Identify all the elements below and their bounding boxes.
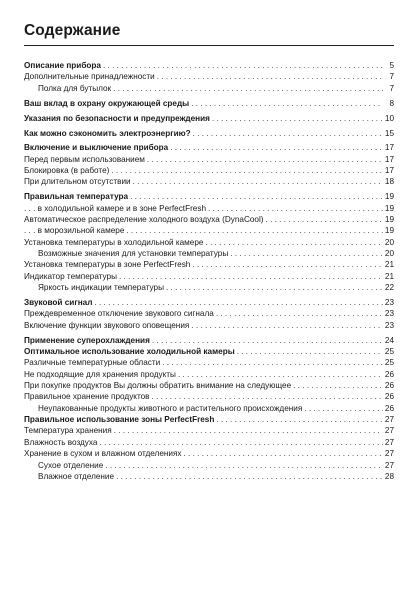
toc-entry-label: Яркость индикации температуры [38, 283, 164, 293]
toc-entry-label: Применение суперохлаждения [24, 335, 150, 345]
page-title: Содержание [24, 22, 394, 46]
toc-entry-label: Индикатор температуры [24, 271, 117, 281]
toc-entry[interactable] [24, 203, 394, 214]
toc-entry-page-number: 26 [384, 369, 394, 379]
toc-entry[interactable] [24, 176, 394, 187]
dot-leader [216, 308, 383, 319]
toc-entry-page-number: 19 [384, 215, 394, 225]
toc-entry-page-number: 28 [384, 471, 394, 481]
toc-entry-label: . . . в холодильной камере и в зоне PerfectFresh [24, 203, 206, 213]
toc-entry[interactable] [24, 282, 394, 293]
toc-entry[interactable] [24, 259, 394, 270]
dot-leader [111, 165, 383, 176]
toc-entry[interactable] [24, 225, 394, 236]
toc-entry-page-number: 17 [384, 143, 394, 153]
toc-entry-label: Дополнительные принадлежности [24, 72, 155, 82]
toc-entry-page-number: 21 [384, 260, 394, 270]
toc-entry-label: Указания по безопасности и предупреждения [24, 113, 210, 123]
dot-leader [157, 71, 383, 82]
toc-entry-page-number: 23 [384, 309, 394, 319]
toc-entry-label: Перед первым использованием [24, 154, 145, 164]
toc-entry-page-number: 7 [389, 83, 394, 93]
toc-entry-page-number: 27 [384, 415, 394, 425]
toc-entry-label: Хранение в сухом и влажном отделениях [24, 449, 182, 459]
dot-leader [192, 259, 383, 270]
toc-entry[interactable] [24, 414, 394, 425]
dot-leader [293, 380, 383, 391]
dot-leader [126, 225, 383, 236]
toc-entry[interactable] [24, 346, 394, 357]
dot-leader [130, 191, 383, 202]
toc-entry-label: Как можно сэкономить электроэнергию? [24, 128, 191, 138]
toc-entry[interactable] [24, 237, 394, 248]
toc-entry-label: Правильное использование зоны PerfectFresh [24, 415, 215, 425]
dot-leader [191, 320, 383, 331]
toc-entry[interactable] [24, 320, 394, 331]
toc-entry-page-number: 25 [384, 347, 394, 357]
toc-entry[interactable] [24, 425, 394, 436]
toc-entry-label: Установка температуры в зоне PerfectFresh [24, 260, 191, 270]
toc-entry-page-number: 8 [389, 98, 394, 108]
toc-entry[interactable] [24, 142, 394, 153]
table-of-contents [24, 60, 394, 482]
dot-leader [193, 128, 383, 139]
toc-entry-page-number: 24 [384, 335, 394, 345]
toc-entry[interactable] [24, 391, 394, 402]
toc-entry[interactable] [24, 357, 394, 368]
toc-entry[interactable] [24, 335, 394, 346]
dot-leader [178, 369, 383, 380]
dot-leader [237, 346, 383, 357]
dot-leader [304, 403, 383, 414]
toc-entry-page-number: 20 [384, 249, 394, 259]
dot-leader [162, 357, 383, 368]
toc-entry-label: Возможные значения для установки температуры [38, 249, 229, 259]
toc-entry-page-number: 25 [384, 358, 394, 368]
toc-entry-label: Включение функции звукового оповещения [24, 320, 190, 330]
toc-entry-label: Правильная температура [24, 192, 129, 202]
toc-entry[interactable] [24, 437, 394, 448]
dot-leader [103, 60, 383, 71]
toc-entry[interactable] [24, 448, 394, 459]
dot-leader [119, 271, 383, 282]
toc-entry[interactable] [24, 98, 394, 109]
toc-entry[interactable] [24, 191, 394, 202]
toc-entry-page-number: 26 [384, 403, 394, 413]
toc-entry-label: Различные температурные области [24, 358, 161, 368]
toc-entry-label: Температура хранения [24, 426, 112, 436]
toc-entry-page-number: 5 [389, 61, 394, 70]
toc-entry-page-number: 26 [384, 392, 394, 402]
toc-entry-page-number: 19 [384, 203, 394, 213]
toc-entry-page-number: 19 [384, 192, 394, 202]
toc-entry-page-number: 20 [384, 237, 394, 247]
dot-leader [94, 297, 382, 308]
toc-entry-label: Автоматическое распределение холодного воздуха (DynaCool) [24, 215, 264, 225]
toc-entry-page-number: 27 [384, 426, 394, 436]
toc-entry-page-number: 27 [384, 449, 394, 459]
dot-leader [266, 214, 383, 225]
toc-entry-label: Влажность воздуха [24, 437, 98, 447]
dot-leader [170, 142, 383, 153]
toc-entry-page-number: 22 [384, 283, 394, 293]
toc-entry[interactable] [24, 214, 394, 225]
toc-entry-page-number: 26 [384, 381, 394, 391]
toc-entry-label: Блокировка (в работе) [24, 166, 110, 176]
toc-entry[interactable] [24, 369, 394, 380]
toc-entry-label: Включение и выключение прибора [24, 143, 169, 153]
toc-entry-page-number: 18 [384, 177, 394, 187]
toc-entry-label: Звуковой сигнал [24, 298, 93, 308]
dot-leader [184, 448, 383, 459]
toc-entry[interactable] [24, 128, 394, 139]
toc-entry-label: При покупке продуктов Вы должны обратить внимание на следующее [24, 381, 292, 391]
toc-entry-page-number: 10 [384, 113, 394, 123]
dot-leader [152, 391, 383, 402]
toc-entry-page-number: 17 [384, 154, 394, 164]
toc-entry-page-number: 7 [389, 72, 394, 82]
toc-entry[interactable] [24, 71, 394, 82]
toc-entry-label: Неупакованные продукты животного и растительного происхождения [38, 403, 303, 413]
toc-entry[interactable] [24, 271, 394, 282]
toc-entry-page-number: 17 [384, 166, 394, 176]
toc-entry[interactable] [24, 297, 394, 308]
toc-entry[interactable] [24, 113, 394, 124]
toc-entry-label: Правильное хранение продуктов [24, 392, 150, 402]
dot-leader [99, 437, 382, 448]
toc-entry-label: Описание прибора [24, 61, 101, 70]
toc-entry[interactable] [24, 165, 394, 176]
toc-entry-page-number: 23 [384, 320, 394, 330]
toc-entry-page-number: 27 [384, 460, 394, 470]
dot-leader [205, 237, 382, 248]
toc-entry-page-number: 21 [384, 271, 394, 281]
dot-leader [208, 203, 383, 214]
dot-leader [147, 154, 383, 165]
toc-entry-label: Полка для бутылок [38, 83, 112, 93]
dot-leader [116, 471, 383, 482]
dot-leader [230, 248, 383, 259]
toc-entry[interactable] [24, 83, 394, 94]
toc-entry-label: . . . в морозильной камере [24, 226, 125, 236]
toc-entry-page-number: 27 [384, 437, 394, 447]
toc-entry[interactable] [24, 403, 394, 414]
toc-entry[interactable] [24, 471, 394, 482]
dot-leader [191, 98, 383, 109]
toc-entry-label: Ваш вклад в охрану окружающей среды [24, 98, 190, 108]
toc-entry-page-number: 19 [384, 226, 394, 236]
toc-entry-label: Оптимальное использование холодильной камеры [24, 347, 235, 357]
toc-entry[interactable] [24, 60, 394, 71]
toc-entry[interactable] [24, 248, 394, 259]
dot-leader [113, 83, 383, 94]
toc-entry-label: Сухое отделение [38, 460, 104, 470]
toc-entry[interactable] [24, 308, 394, 319]
toc-page [24, 22, 394, 482]
toc-entry-page-number: 15 [384, 128, 394, 138]
dot-leader [114, 425, 383, 436]
dot-leader [133, 176, 383, 187]
dot-leader [152, 335, 383, 346]
toc-entry-page-number: 23 [384, 298, 394, 308]
toc-entry-label: Не подходящие для хранения продукты [24, 369, 176, 379]
toc-entry-label: При длительном отсутствии [24, 177, 131, 187]
toc-entry[interactable] [24, 460, 394, 471]
toc-entry[interactable] [24, 154, 394, 165]
dot-leader [166, 282, 383, 293]
dot-leader [212, 113, 383, 124]
toc-entry-label: Преждевременное отключение звукового сигнала [24, 309, 214, 319]
toc-entry[interactable] [24, 380, 394, 391]
toc-entry-label: Влажное отделение [38, 471, 115, 481]
dot-leader [105, 460, 383, 471]
dot-leader [216, 414, 383, 425]
toc-entry-label: Установка температуры в холодильной камере [24, 237, 204, 247]
